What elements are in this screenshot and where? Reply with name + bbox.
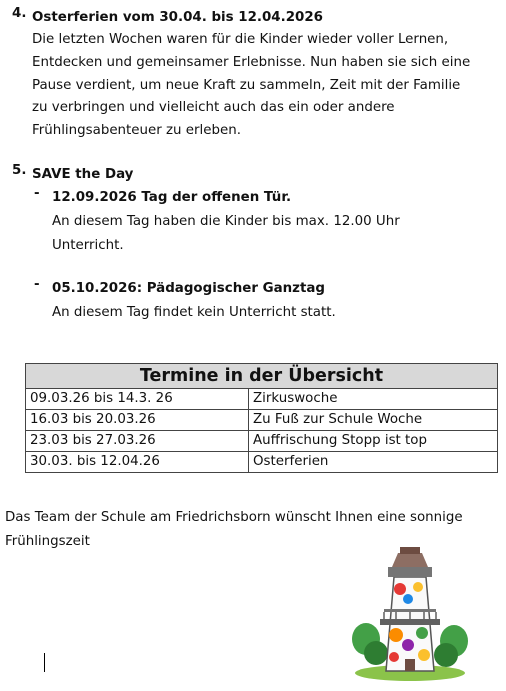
table-row [26,389,498,410]
date-cell: 23.03 bis 27.03.26 [26,431,249,452]
date-cell: 30.03. bis 12.04.26 [26,452,249,473]
event-line: An diesem Tag haben die Kinder bis max. 12.00 Uhr [52,214,400,229]
overview-title: Termine in der Übersicht [26,364,498,389]
section-4-line-4: zu verbringen und vielleicht auch das ein oder andere [32,100,395,116]
section-4-line-1: Die letzten Wochen waren für die Kinder wieder voller Lernen, [32,32,449,47]
text-cursor [44,653,45,672]
date-cell: 16.03 bis 20.03.26 [26,410,249,431]
event-title: 12.09.2026 Tag der offenen Tür. [52,190,292,205]
event-line: An diesem Tag findet kein Unterricht statt. [52,305,336,320]
table-row [26,452,498,473]
closing-line-2: Frühlingszeit [5,534,90,549]
school-tower-logo [350,543,470,683]
section-4-line-2: Entdecken und gemeinsamer Erlebnisse. Nun haben sie sich eine [32,54,471,70]
event-title: 05.10.2026: Pädagogischer Ganztag [52,281,325,296]
section-4-heading: Osterferien vom 30.04. bis 12.04.2026 [32,10,323,25]
section-4-number: 4. [12,6,27,21]
table-row [26,410,498,431]
section-5-heading: SAVE the Day [32,167,134,182]
event-dash: - [34,186,40,201]
event-cell: Zirkuswoche [249,389,498,410]
section-5-number: 5. [12,163,27,178]
event-line: Unterricht. [52,238,124,253]
event-dash: - [34,277,40,292]
event-cell: Zu Fuß zur Schule Woche [249,410,498,431]
table-row [26,431,498,452]
date-cell: 09.03.26 bis 14.3. 26 [26,389,249,410]
event-cell: Osterferien [249,452,498,473]
section-4-line-5: Frühlingsabenteuer zu erleben. [32,123,241,139]
closing-line-1: Das Team der Schule am Friedrichsborn wünscht Ihnen eine sonnige [5,510,463,525]
event-cell: Auffrischung Stopp ist top [249,431,498,452]
section-4-line-3: Pause verdient, um neue Kraft zu sammeln, Zeit mit der Familie [32,77,461,93]
overview-table [25,363,498,473]
